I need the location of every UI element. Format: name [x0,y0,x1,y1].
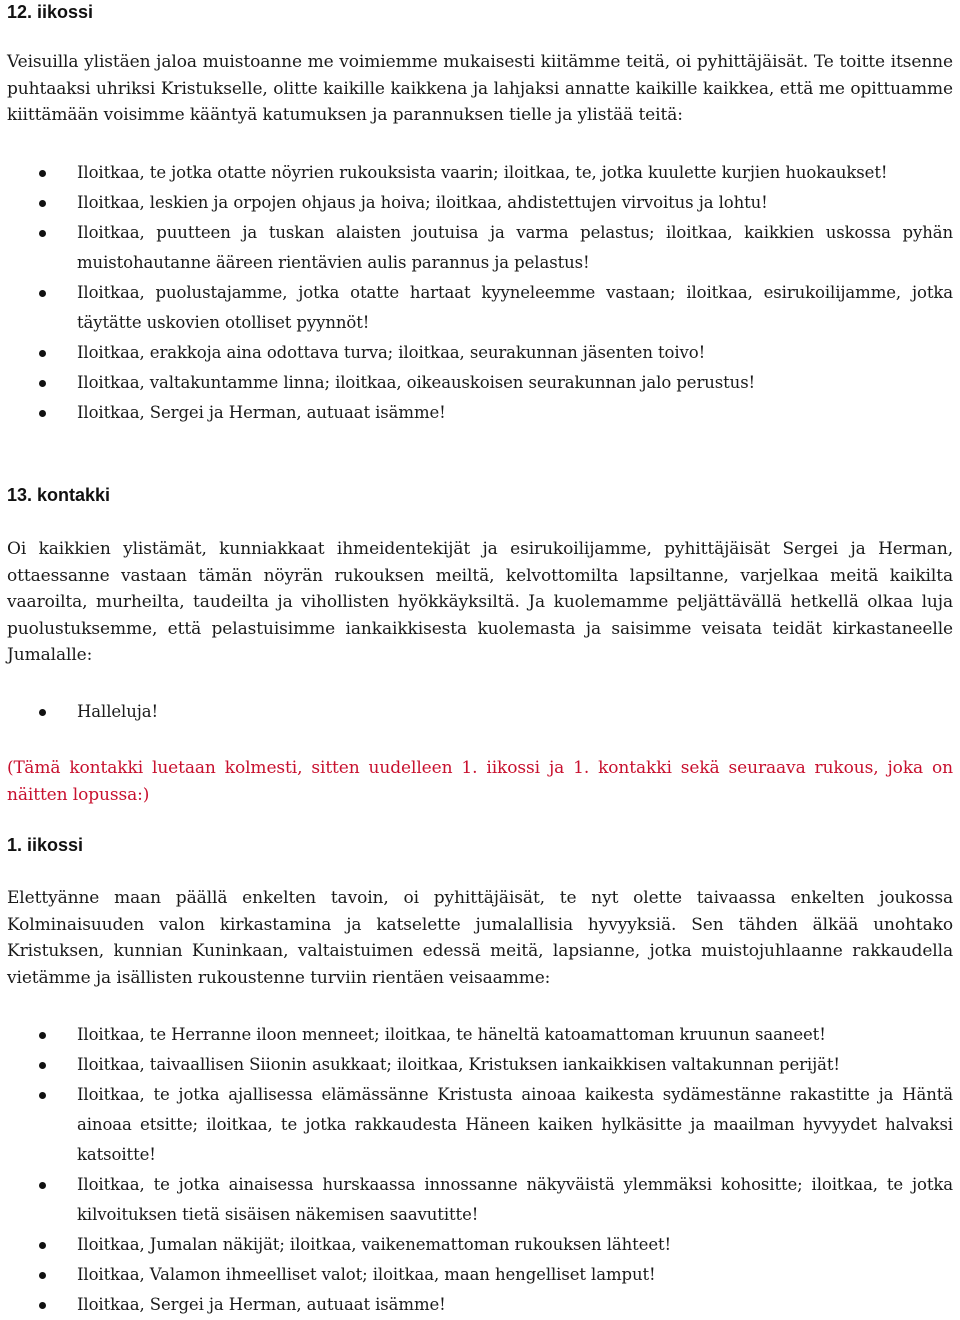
bullet-icon [39,1302,46,1309]
bullet-icon [39,290,46,297]
section-13-paragraph: Oi kaikkien ylistämät, kunniakkaat ihmeidentekijät ja esirukoilijamme, pyhittäjäisät Sergei ja Herman, ottaessanne vastaan tämän nöyrän rukouksen meiltä, kelvottomilta lapsiltanne, varjelkaa meitä kaikilta vaaroilta, murheilta, taudeilta ja vihollisten hyökkäyksiltä. Ja kuolemamme peljättävällä hetkellä olkaa luja puolustuksemme, että pelastuisimme iankaikkisesta kuolemasta ja saisimme veisata teidät kirkastaneelle Jumalalle: [7,539,953,665]
list-item: Iloitkaa, te jotka ainaisessa hurskaassa innossanne näkyväistä ylemmäksi kohositte; iloitkaa, te jotka kilvoituksen tietä sisäisen näkemisen saavutitte! [0,1170,960,1230]
bullet-icon [39,410,46,417]
bullet-icon [39,1272,46,1279]
section-13-bullet-list [0,697,960,727]
rubric-note: (Tämä kontakki luetaan kolmesti, sitten uudelleen 1. iikossi ja 1. kontakki sekä seuraava rukous, joka on näitten lopussa:) [7,758,953,805]
bullet-icon [39,230,46,237]
bullet-icon [39,1032,46,1039]
bullet-icon [39,1092,46,1099]
bullet-icon [39,1182,46,1189]
list-item: Iloitkaa, te Herranne iloon menneet; iloitkaa, te häneltä katoamattoman kruunun saaneet! [0,1020,960,1050]
list-item: Halleluja! [0,697,960,727]
bullet-icon [39,350,46,357]
list-item: Iloitkaa, puutteen ja tuskan alaisten joutuisa ja varma pelastus; iloitkaa, kaikkien uskossa pyhän muistohautanne ääreen rientävien aulis parannus ja pelastus! [0,218,960,278]
bullet-icon [39,170,46,177]
bullet-icon [39,709,46,716]
bullet-icon [39,200,46,207]
list-item: Iloitkaa, Sergei ja Herman, autuaat isämme! [0,1290,960,1320]
list-item: Iloitkaa, Jumalan näkijät; iloitkaa, vaikenemattoman rukouksen lähteet! [0,1230,960,1260]
section-1-paragraph: Elettyänne maan päällä enkelten tavoin, oi pyhittäjäisät, te nyt olette taivaassa enkelten joukossa Kolminaisuuden valon kirkastamina ja katselette jumalallisia hyvyyksiä. Sen tähden älkää unohtako Kristuksen, kunnian Kuninkaan, valtaistuimen edessä meitä, lapsianne, jotka muistojuhlaanne rakkaudella vietämme ja isällisten rukoustenne turviin rientäen veisaamme: [7,888,953,988]
list-item: Iloitkaa, leskien ja orpojen ohjaus ja hoiva; iloitkaa, ahdistettujen virvoitus ja lohtu! [0,188,960,218]
section-12-paragraph: Veisuilla ylistäen jaloa muistoanne me voimiemme mukaisesti kiitämme teitä, oi pyhittäjäisät. Te toitte itsenne puhtaaksi uhriksi Kristukselle, olitte kaikille kaikkena ja lahjaksi annatte kaikille kaikkea, että me opittuamme kiittämään voisimme kääntyä katumuksen ja parannuksen tielle ja ylistää teitä: [7,52,953,125]
list-item: Iloitkaa, puolustajamme, jotka otatte hartaat kyyneleemme vastaan; iloitkaa, esirukoilijamme, jotka täytätte uskovien otolliset pyynnöt! [0,278,960,338]
section-13-heading: 13. kontakki [7,485,111,505]
list-item: Iloitkaa, taivaallisen Siionin asukkaat; iloitkaa, Kristuksen iankaikkisen valtakunnan perijät! [0,1050,960,1080]
list-item: Iloitkaa, Sergei ja Herman, autuaat isämme! [0,398,960,428]
list-item: Iloitkaa, Valamon ihmeelliset valot; iloitkaa, maan hengelliset lamput! [0,1260,960,1290]
bullet-icon [39,1062,46,1069]
section-1-bullet-list [0,1020,960,1320]
list-item: Iloitkaa, te jotka otatte nöyrien rukouksista vaarin; iloitkaa, te, jotka kuulette kurjien huokaukset! [0,158,960,188]
list-item: Iloitkaa, valtakuntamme linna; iloitkaa, oikeauskoisen seurakunnan jalo perustus! [0,368,960,398]
section-1-heading: 1. iikossi [7,835,84,855]
section-12-heading: 12. iikossi [7,2,94,22]
section-12-bullet-list [0,158,960,428]
bullet-icon [39,1242,46,1249]
bullet-icon [39,380,46,387]
list-item: Iloitkaa, te jotka ajallisessa elämässänne Kristusta ainoaa kaikesta sydämestänne rakastitte ja Häntä ainoaa etsitte; iloitkaa, te jotka rakkaudesta Häneen kaiken hylkäsitte ja maailman hyvyydet halvaksi katsoitte! [0,1080,960,1170]
list-item: Iloitkaa, erakkoja aina odottava turva; iloitkaa, seurakunnan jäsenten toivo! [0,338,960,368]
